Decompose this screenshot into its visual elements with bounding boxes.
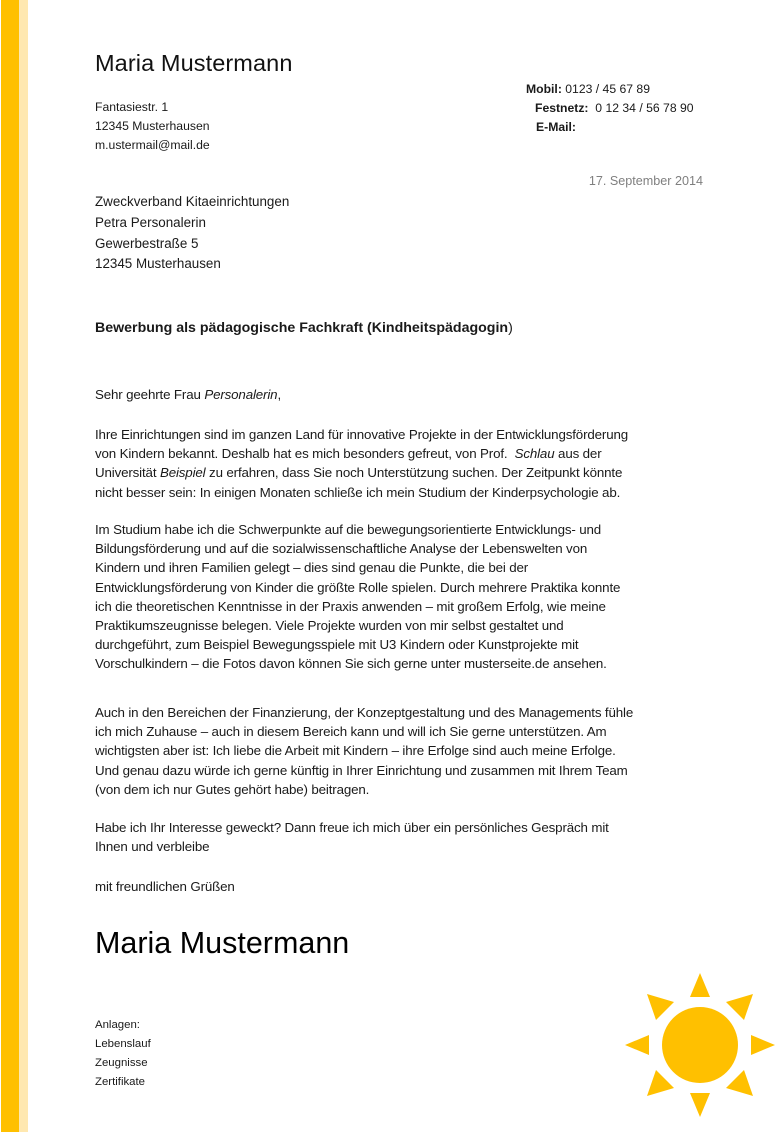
italic-name: Beispiel — [159, 465, 206, 481]
sun-ray — [690, 973, 710, 997]
subject-close-paren: ) — [508, 320, 513, 336]
subject-line — [95, 320, 513, 336]
salutation-name: Personalerin — [204, 387, 278, 402]
sender-address — [95, 98, 210, 155]
sender-street: Fantasiestr. 1 — [95, 100, 169, 114]
paragraph-line: Habe ich Ihr Interesse geweckt? Dann freue ich mich über ein persönliches Gespräch mit — [95, 820, 609, 835]
text-run: von Kindern bekannt. Deshalb hat es mich besonders gefreut, von Prof. — [95, 446, 515, 462]
email-label: E-Mail: — [536, 120, 576, 134]
paragraph-line: Kindern und ihren Familien gelegt – dies sind genau die Punkte, die bei der — [95, 560, 529, 576]
paragraph-line: Im Studium habe ich die Schwerpunkte auf die bewegungsorientierte Entwicklungs- und — [95, 522, 602, 537]
attachments-label: Anlagen: — [95, 1019, 140, 1031]
paragraph-1 — [95, 425, 628, 502]
paragraph-line: nicht besser sein: In einigen Monaten schließe ich mein Studium der Kinderpsychologie ab. — [95, 484, 621, 500]
paragraph-2 — [95, 520, 620, 674]
paragraph-line — [95, 444, 628, 463]
text-run: zu erfahren, dass Sie noch Unterstützung suchen. Der Zeitpunkt könnte — [205, 465, 623, 481]
contact-mobil — [526, 80, 694, 99]
mobil-value: 0123 / 45 67 89 — [565, 82, 650, 96]
sun-ray — [751, 1035, 775, 1055]
closing-phrase: mit freundlichen Grüßen — [95, 879, 235, 894]
subject-text: Bewerbung als pädagogische Fachkraft (Kindheitspädagogin — [95, 320, 509, 336]
recipient-address — [95, 192, 289, 275]
attachment-item: Zertifikate — [95, 1076, 146, 1088]
recipient-street: Gewerbestraße 5 — [95, 235, 199, 251]
paragraph-line: Auch in den Bereichen der Finanzierung, der Konzeptgestaltung und des Managements fühle — [95, 705, 634, 720]
sun-ray — [647, 994, 674, 1020]
paragraph-line: wichtigsten aber ist: Ich liebe die Arbeit mit Kindern – ihre Erfolge sind auch meine Erfolge. — [95, 743, 616, 759]
paragraph-line: Ihnen und verbleibe — [95, 839, 210, 855]
accent-bar — [1, 0, 19, 1132]
attachment-item: Lebenslauf — [95, 1038, 151, 1050]
recipient-person: Petra Personalerin — [95, 214, 206, 230]
paragraph-line: ich mich Zuhause – auch in diesem Bereich kann und will ich Sie gerne unterstützen. Am — [95, 724, 607, 740]
festnetz-value: 0 12 34 / 56 78 90 — [595, 101, 694, 115]
paragraph-4 — [95, 818, 609, 856]
paragraph-line: Ihre Einrichtungen sind im ganzen Land für innovative Projekte in der Entwicklungsförderung — [95, 427, 629, 442]
letter-date: 17. September 2014 — [588, 174, 703, 188]
contact-festnetz — [526, 99, 694, 118]
attachment-item: Zeugnisse — [95, 1057, 148, 1069]
sun-ray — [726, 994, 753, 1020]
contact-block — [526, 80, 694, 137]
mobil-label: Mobil: — [526, 82, 562, 96]
sun-icon — [622, 970, 778, 1120]
accent-bar-light — [19, 0, 28, 1132]
sender-email: m.ustermail@mail.de — [95, 138, 210, 152]
contact-email — [526, 118, 694, 137]
text-run: Universität — [95, 465, 160, 481]
paragraph-line: durchgeführt, zum Beispiel Bewegungsspiele mit U3 Kindern oder Kunstprojekte mit — [95, 637, 579, 653]
paragraph-line: Vorschulkindern – die Fotos davon können Sie sich gerne unter musterseite.de ansehen. — [95, 656, 607, 672]
sun-disc — [662, 1007, 738, 1083]
sun-ray — [647, 1070, 674, 1096]
paragraph-line: Entwicklungsförderung von Kinder die größte Rolle spielen. Durch mehrere Praktika konnte — [95, 579, 621, 595]
signature: Maria Mustermann — [95, 926, 350, 960]
paragraph-line: Und genau dazu würde ich gerne künftig in Ihrer Einrichtung und zusammen mit Ihrem Team — [95, 762, 628, 778]
attachments — [95, 1016, 151, 1092]
paragraph-line — [95, 463, 628, 482]
sender-name-heading: Maria Mustermann — [95, 50, 293, 76]
paragraph-3 — [95, 703, 633, 799]
salutation — [95, 385, 281, 404]
sender-city: 12345 Musterhausen — [95, 119, 210, 133]
recipient-org: Zweckverband Kitaeinrichtungen — [95, 194, 290, 209]
sun-ray — [726, 1070, 753, 1096]
festnetz-label: Festnetz: — [535, 101, 589, 115]
paragraph-line: ich die theoretischen Kenntnisse in der Praxis anwenden – mit großem Erfolg, wie meine — [95, 598, 606, 614]
salutation-prefix: Sehr geehrte Frau — [95, 387, 205, 402]
italic-name: Schlau — [514, 446, 555, 462]
recipient-city: 12345 Musterhausen — [95, 256, 221, 272]
salutation-suffix: , — [277, 387, 281, 402]
sun-ray — [690, 1093, 710, 1117]
text-run: aus der — [554, 446, 602, 462]
sun-ray — [625, 1035, 649, 1055]
paragraph-line: (von dem ich nur Gutes gehört habe) beitragen. — [95, 781, 370, 797]
paragraph-line: Praktikumszeugnisse belegen. Viele Projekte wurden von mir selbst gestaltet und — [95, 618, 564, 634]
paragraph-line: Bildungsförderung und auf die sozialwissenschaftliche Analyse der Lebenswelten von — [95, 541, 588, 557]
